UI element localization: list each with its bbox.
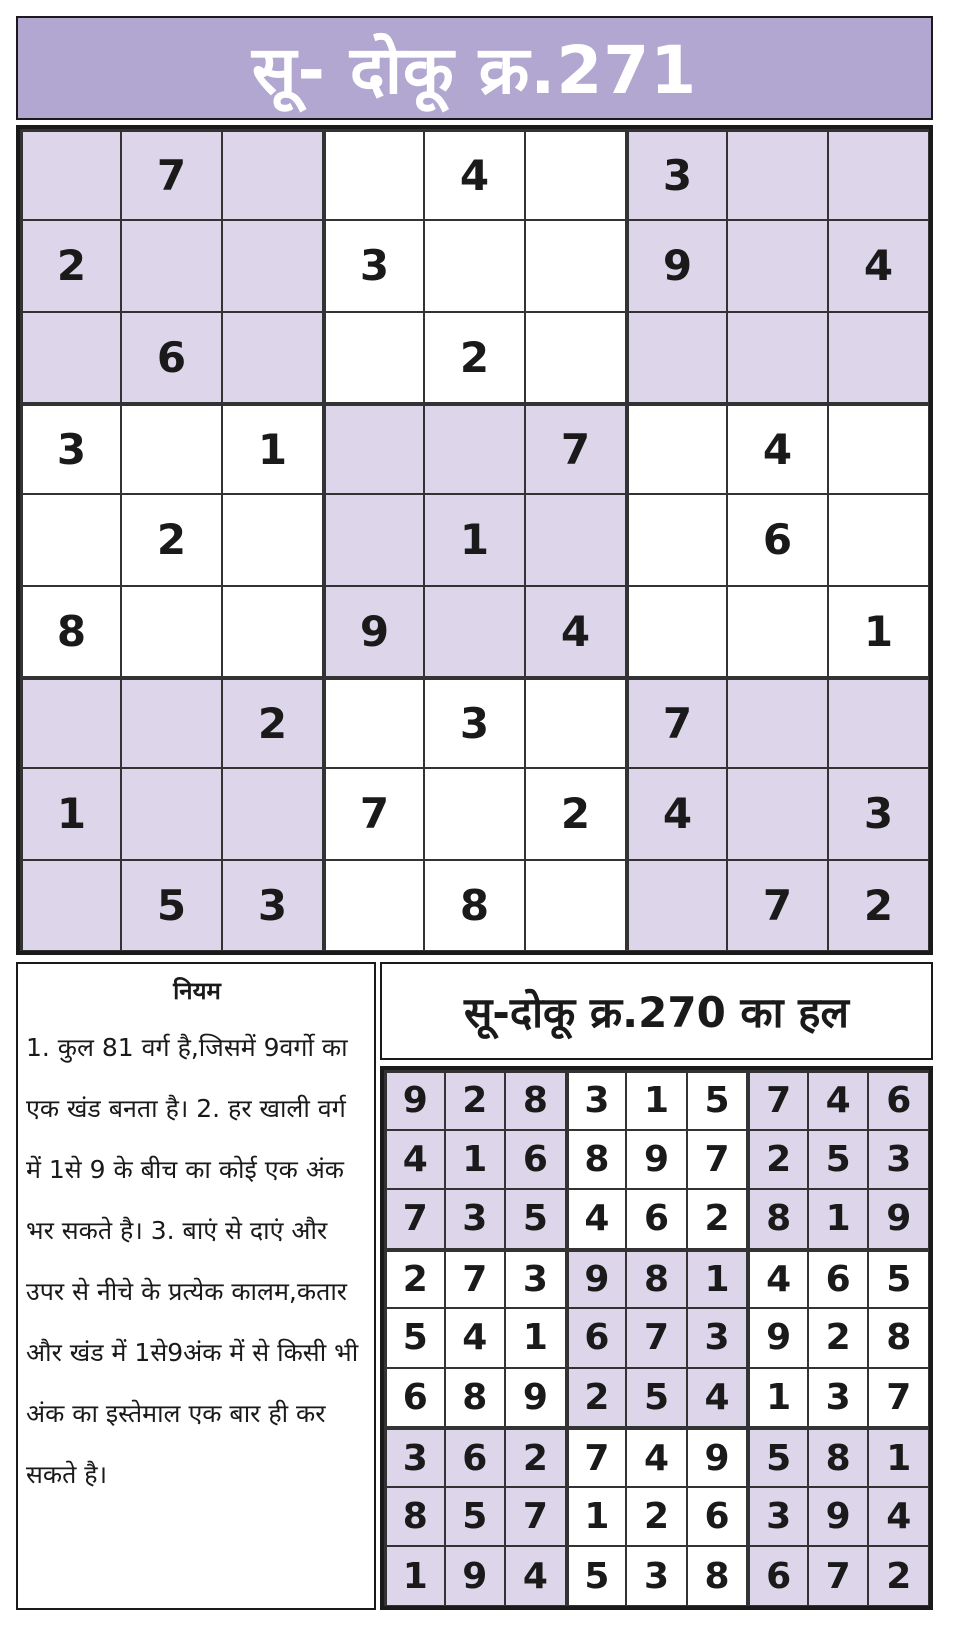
puzzle-cell[interactable] (828, 677, 929, 768)
puzzle-cell[interactable] (828, 312, 929, 403)
solution-title: सू-दोकू क्र.270 का हल (464, 987, 849, 1037)
solution-cell: 6 (808, 1249, 869, 1309)
puzzle-cell: 9 (626, 220, 727, 311)
solution-cell: 3 (505, 1249, 566, 1309)
puzzle-cell[interactable] (222, 129, 323, 220)
puzzle-cell: 7 (323, 768, 424, 859)
puzzle-cell: 6 (121, 312, 222, 403)
puzzle-cell: 1 (222, 403, 323, 494)
solution-cell: 9 (505, 1368, 566, 1428)
puzzle-cell: 7 (525, 403, 626, 494)
solution-cell: 2 (566, 1368, 627, 1428)
solution-cell: 3 (445, 1189, 506, 1249)
solution-cell: 1 (808, 1189, 869, 1249)
solution-cell: 4 (868, 1487, 929, 1547)
solution-cell: 8 (868, 1308, 929, 1368)
solution-cell: 9 (747, 1308, 808, 1368)
puzzle-cell[interactable] (525, 220, 626, 311)
solution-cell: 8 (808, 1427, 869, 1487)
puzzle-cell[interactable] (121, 768, 222, 859)
puzzle-cell[interactable] (828, 129, 929, 220)
solution-cell: 7 (687, 1130, 748, 1190)
puzzle-title-banner (16, 16, 933, 120)
puzzle-cell[interactable] (727, 586, 828, 677)
puzzle-cell[interactable] (222, 494, 323, 585)
solution-cell: 5 (445, 1487, 506, 1547)
solution-cell: 8 (626, 1249, 687, 1309)
puzzle-cell[interactable] (424, 220, 525, 311)
solution-cell: 4 (505, 1546, 566, 1606)
solution-cell: 6 (566, 1308, 627, 1368)
solution-cell: 3 (687, 1308, 748, 1368)
puzzle-cell: 6 (727, 494, 828, 585)
puzzle-cell[interactable] (121, 586, 222, 677)
puzzle-cell[interactable] (121, 403, 222, 494)
puzzle-cell: 5 (121, 860, 222, 951)
solution-cell: 7 (384, 1189, 445, 1249)
puzzle-cell[interactable] (525, 129, 626, 220)
puzzle-cell[interactable] (828, 494, 929, 585)
puzzle-cell[interactable] (424, 403, 525, 494)
solution-cell: 5 (747, 1427, 808, 1487)
solution-cell: 2 (808, 1308, 869, 1368)
puzzle-cell[interactable] (626, 494, 727, 585)
puzzle-cell: 4 (626, 768, 727, 859)
puzzle-cell[interactable] (525, 494, 626, 585)
puzzle-cell[interactable] (727, 312, 828, 403)
solution-cell: 2 (505, 1427, 566, 1487)
solution-cell: 8 (445, 1368, 506, 1428)
puzzle-cell: 3 (222, 860, 323, 951)
puzzle-cell[interactable] (20, 129, 121, 220)
solution-cell: 9 (566, 1249, 627, 1309)
solution-cell: 9 (687, 1427, 748, 1487)
puzzle-cell: 9 (323, 586, 424, 677)
solution-cell: 3 (384, 1427, 445, 1487)
solution-cell: 8 (384, 1487, 445, 1547)
solution-cell: 1 (747, 1368, 808, 1428)
puzzle-cell[interactable] (222, 220, 323, 311)
solution-cell: 2 (868, 1546, 929, 1606)
rules-box (16, 962, 376, 1610)
solution-cell: 1 (505, 1308, 566, 1368)
solution-cell: 9 (626, 1130, 687, 1190)
puzzle-cell[interactable] (222, 768, 323, 859)
puzzle-cell: 2 (424, 312, 525, 403)
solution-cell: 4 (747, 1249, 808, 1309)
solution-cell: 5 (566, 1546, 627, 1606)
solution-cell: 5 (384, 1308, 445, 1368)
solution-cell: 4 (566, 1189, 627, 1249)
puzzle-cell[interactable] (323, 494, 424, 585)
puzzle-cell: 4 (424, 129, 525, 220)
solution-cell: 8 (687, 1546, 748, 1606)
solution-cell: 5 (626, 1368, 687, 1428)
solution-cell: 3 (868, 1130, 929, 1190)
puzzle-title: सू- दोकू क्र.271 (251, 32, 698, 109)
solution-cell: 7 (808, 1546, 869, 1606)
sudoku-puzzle-grid (16, 125, 933, 955)
puzzle-cell[interactable] (323, 677, 424, 768)
puzzle-cell[interactable] (222, 312, 323, 403)
solution-cell: 8 (566, 1130, 627, 1190)
solution-cell: 7 (626, 1308, 687, 1368)
puzzle-cell[interactable] (323, 129, 424, 220)
solution-cell: 1 (445, 1130, 506, 1190)
puzzle-cell: 7 (626, 677, 727, 768)
solution-cell: 3 (747, 1487, 808, 1547)
sudoku-solution-grid (380, 1066, 933, 1610)
puzzle-cell: 3 (828, 768, 929, 859)
puzzle-cell: 3 (424, 677, 525, 768)
solution-cell: 2 (384, 1249, 445, 1309)
puzzle-cell: 2 (121, 494, 222, 585)
puzzle-cell[interactable] (727, 768, 828, 859)
puzzle-cell: 3 (323, 220, 424, 311)
solution-cell: 2 (747, 1130, 808, 1190)
puzzle-cell: 2 (828, 860, 929, 951)
solution-cell: 6 (868, 1070, 929, 1130)
solution-cell: 2 (687, 1189, 748, 1249)
puzzle-cell[interactable] (626, 860, 727, 951)
solution-cell: 1 (868, 1427, 929, 1487)
puzzle-cell[interactable] (727, 220, 828, 311)
solution-cell: 6 (505, 1130, 566, 1190)
puzzle-cell[interactable] (626, 312, 727, 403)
solution-cell: 5 (505, 1189, 566, 1249)
solution-cell: 9 (868, 1189, 929, 1249)
solution-cell: 6 (687, 1487, 748, 1547)
puzzle-cell[interactable] (323, 403, 424, 494)
puzzle-cell[interactable] (20, 312, 121, 403)
solution-cell: 5 (808, 1130, 869, 1190)
solution-cell: 3 (566, 1070, 627, 1130)
solution-cell: 6 (626, 1189, 687, 1249)
puzzle-cell[interactable] (121, 220, 222, 311)
solution-cell: 3 (808, 1368, 869, 1428)
solution-cell: 6 (445, 1427, 506, 1487)
puzzle-cell[interactable] (323, 312, 424, 403)
solution-cell: 7 (868, 1368, 929, 1428)
puzzle-cell[interactable] (525, 677, 626, 768)
puzzle-cell: 2 (222, 677, 323, 768)
solution-cell: 2 (626, 1487, 687, 1547)
solution-cell: 7 (445, 1249, 506, 1309)
solution-cell: 4 (808, 1070, 869, 1130)
rules-text: 1. कुल 81 वर्ग है,जिसमें 9वर्गो का एक खंड बनता है। 2. हर खाली वर्ग में 1से 9 के बीच का कोई एक अंक भर सकते है। 3. बाएं से दाएं और उपर से नीचे के प्रत्येक कालम,कतार और खंड में 1से9अंक में से किसी भी अंक का इस्तेमाल एक बार ही कर सकते है। (26, 1033, 359, 1489)
puzzle-cell[interactable] (424, 768, 525, 859)
solution-cell: 7 (505, 1487, 566, 1547)
puzzle-cell[interactable] (20, 860, 121, 951)
puzzle-cell[interactable] (20, 494, 121, 585)
puzzle-cell[interactable] (727, 677, 828, 768)
puzzle-cell: 7 (727, 860, 828, 951)
solution-title-box (380, 962, 933, 1060)
puzzle-cell: 4 (727, 403, 828, 494)
puzzle-cell: 3 (626, 129, 727, 220)
puzzle-cell: 3 (20, 403, 121, 494)
puzzle-cell[interactable] (222, 586, 323, 677)
puzzle-cell[interactable] (20, 677, 121, 768)
solution-cell: 7 (747, 1070, 808, 1130)
solution-cell: 1 (566, 1487, 627, 1547)
puzzle-cell[interactable] (626, 403, 727, 494)
puzzle-cell[interactable] (727, 129, 828, 220)
solution-cell: 9 (808, 1487, 869, 1547)
puzzle-cell[interactable] (626, 586, 727, 677)
puzzle-cell: 2 (525, 768, 626, 859)
solution-cell: 1 (687, 1249, 748, 1309)
solution-cell: 5 (868, 1249, 929, 1309)
solution-cell: 1 (384, 1546, 445, 1606)
puzzle-cell[interactable] (121, 677, 222, 768)
solution-cell: 5 (687, 1070, 748, 1130)
solution-cell: 9 (445, 1546, 506, 1606)
puzzle-cell: 2 (20, 220, 121, 311)
solution-cell: 4 (384, 1130, 445, 1190)
puzzle-cell: 4 (828, 220, 929, 311)
solution-cell: 2 (445, 1070, 506, 1130)
puzzle-cell[interactable] (525, 860, 626, 951)
solution-cell: 4 (687, 1368, 748, 1428)
solution-cell: 7 (566, 1427, 627, 1487)
solution-cell: 8 (505, 1070, 566, 1130)
puzzle-cell[interactable] (424, 586, 525, 677)
puzzle-cell[interactable] (323, 860, 424, 951)
solution-cell: 4 (626, 1427, 687, 1487)
solution-cell: 6 (747, 1546, 808, 1606)
solution-cell: 6 (384, 1368, 445, 1428)
puzzle-cell: 7 (121, 129, 222, 220)
puzzle-cell[interactable] (828, 403, 929, 494)
solution-cell: 9 (384, 1070, 445, 1130)
solution-cell: 4 (445, 1308, 506, 1368)
solution-cell: 1 (626, 1070, 687, 1130)
solution-cell: 8 (747, 1189, 808, 1249)
puzzle-cell[interactable] (525, 312, 626, 403)
puzzle-cell: 8 (20, 586, 121, 677)
solution-cell: 3 (626, 1546, 687, 1606)
puzzle-cell: 1 (20, 768, 121, 859)
puzzle-cell: 4 (525, 586, 626, 677)
puzzle-cell: 8 (424, 860, 525, 951)
puzzle-cell: 1 (424, 494, 525, 585)
rules-heading: नियम (173, 977, 221, 1005)
puzzle-cell: 1 (828, 586, 929, 677)
